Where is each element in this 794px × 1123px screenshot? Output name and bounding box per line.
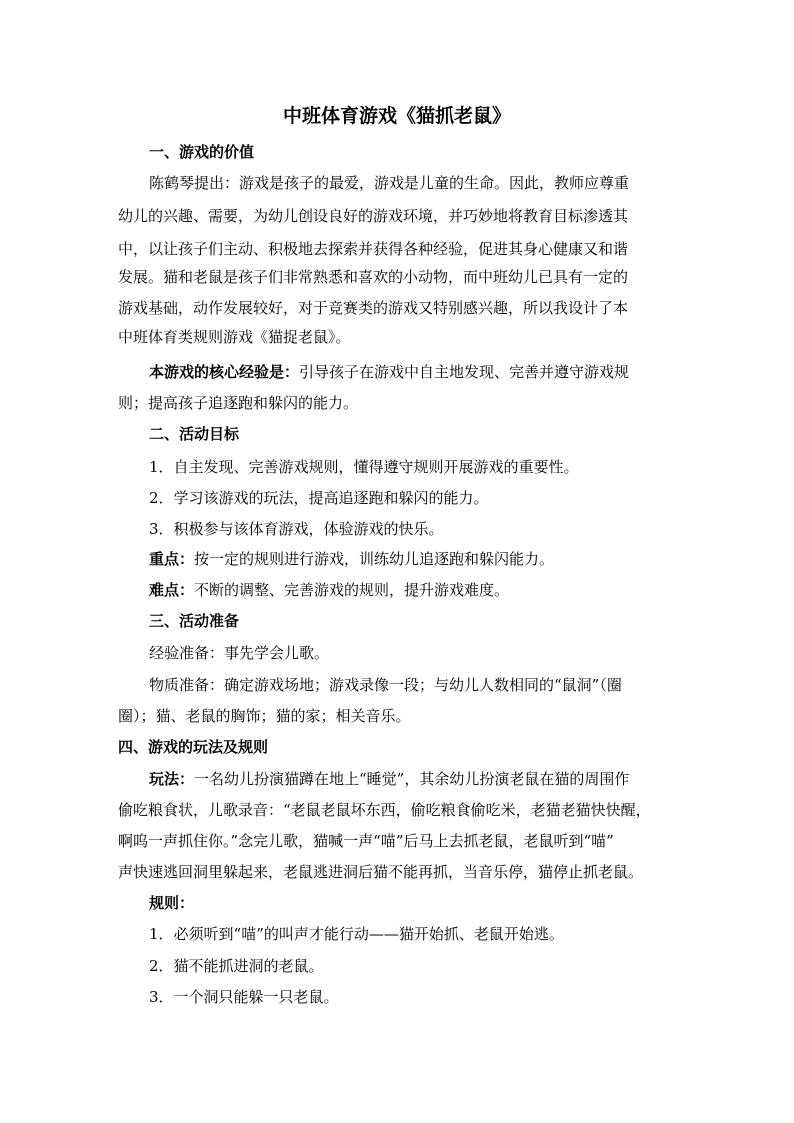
section-heading-preparation: 三、活动准备 (149, 612, 240, 630)
material-prep-line: 物质准备：确定游戏场地；游戏录像一段；与幼儿人数相同的“鼠洞”（圈 (149, 676, 622, 694)
paragraph-line: 陈鹤琴提出：游戏是孩子的最爱，游戏是儿童的生命。因此，教师应尊重 (149, 174, 630, 192)
document-title: 中班体育游戏《猫抓老鼠》 (282, 105, 511, 127)
paragraph-line: 声快速逃回洞里躲起来，老鼠逃进洞后猫不能再抓，当音乐停，猫停止抓老鼠。 (118, 863, 644, 881)
paragraph-line: 游戏基础，动作发展较好，对于竞赛类的游戏又特别感兴趣，所以我设计了本 (118, 299, 629, 317)
play-line (149, 768, 629, 790)
rule-item: 2．猫不能抓进洞的老鼠。 (149, 957, 324, 975)
goal-item: 1．自主发现、完善游戏规则，懂得遵守规则开展游戏的重要性。 (149, 458, 579, 476)
key-point-label: 重点： (149, 550, 195, 568)
paragraph-line: 发展。猫和老鼠是孩子们非常熟悉和喜欢的小动物，而中班幼儿已具有一定的 (118, 268, 629, 286)
paragraph-line: 中，以让孩子们主动、积极地去探索并获得各种经验，促进其身心健康又和谐 (118, 240, 629, 258)
goal-item: 3．积极参与该体育游戏，体验游戏的快乐。 (149, 520, 444, 538)
rule-item: 3．一个洞只能躲一只老鼠。 (149, 988, 339, 1006)
difficulty-line (149, 579, 509, 601)
section-heading-value: 一、游戏的价值 (149, 143, 255, 161)
difficulty-label: 难点： (149, 581, 195, 599)
rules-label: 规则： (149, 894, 195, 912)
key-point-line (149, 548, 554, 570)
paragraph-line: 中班体育类规则游戏《猫捉老鼠》。 (118, 328, 351, 346)
play-label: 玩法： (149, 770, 195, 788)
paragraph-line: 偷吃粮食状，儿歌录音：“老鼠老鼠坏东西，偷吃粮食偷吃米，老猫老猫快快醒， (118, 801, 651, 819)
core-experience-text: 引导孩子在游戏中自主地发现、完善并遵守游戏规 (299, 363, 630, 381)
rule-item: 1．必须听到“喵”的叫声才能行动——猫开始抓、老鼠开始逃。 (149, 925, 564, 943)
paragraph-line: 幼儿的兴趣、需要，为幼儿创设良好的游戏环境，并巧妙地将教育目标渗透其 (118, 207, 629, 225)
section-heading-goals: 二、活动目标 (149, 425, 240, 443)
difficulty-text: 不断的调整、完善游戏的规则，提升游戏难度。 (194, 581, 510, 599)
core-experience-line (149, 361, 629, 383)
play-text: 一名幼儿扮演猫蹲在地上“睡觉”，其余幼儿扮演老鼠在猫的周围作 (194, 770, 630, 788)
section-heading-rules: 四、游戏的玩法及规则 (118, 738, 269, 756)
key-point-text: 按一定的规则进行游戏，训练幼儿追逐跑和躲闪能力。 (194, 550, 555, 568)
paragraph-line: 啊呜一声抓住你。”念完儿歌，猫喊一声“喵”后马上去抓老鼠，老鼠听到“喵” (118, 832, 614, 850)
material-prep-line: 圈）；猫、老鼠的胸饰；猫的家；相关音乐。 (118, 707, 411, 725)
core-experience-label: 本游戏的核心经验是： (149, 363, 300, 381)
experience-prep-line: 经验准备：事先学会儿歌。 (149, 644, 330, 662)
paragraph-line: 则；提高孩子追逐跑和躲闪的能力。 (118, 394, 359, 412)
goal-item: 2．学习该游戏的玩法，提高追逐跑和躲闪的能力。 (149, 489, 489, 507)
